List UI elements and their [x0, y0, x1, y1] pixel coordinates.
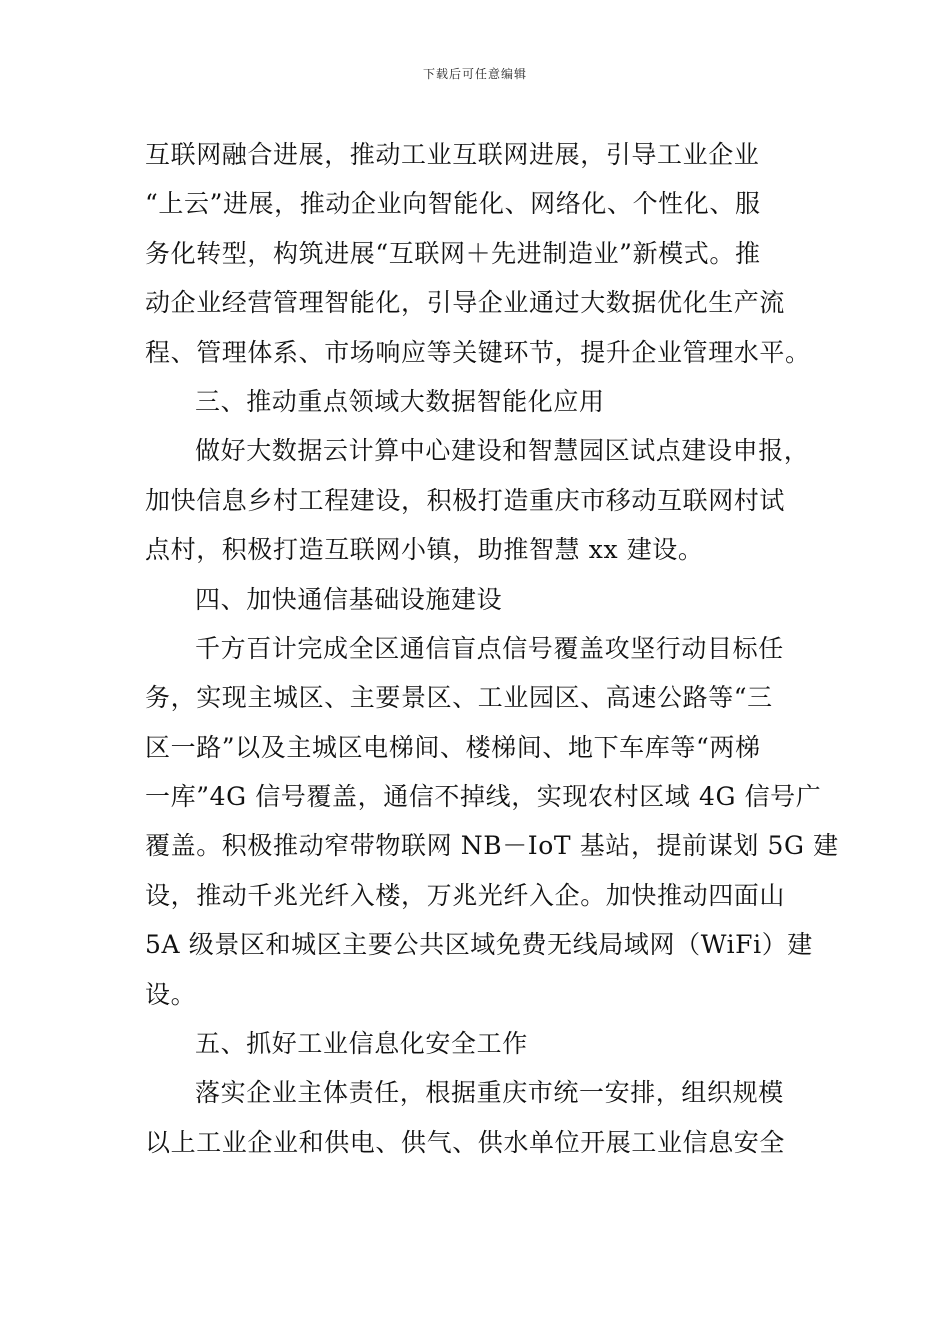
- text-line: 千方百计完成全区通信盲点信号覆盖攻坚行动目标任: [195, 633, 784, 663]
- text-line: 务，实现主城区、主要景区、工业园区、高速公路等“三: [145, 683, 773, 713]
- text-line: 5A 级景区和城区主要公共区域免费无线局域网（WiFi）建: [145, 930, 813, 960]
- text-line: 一库”4G 信号覆盖，通信不掉线，实现农村区域 4G 信号广: [145, 782, 822, 812]
- text-line: 设。: [145, 979, 197, 1009]
- text-line: 落实企业主体责任，根据重庆市统一安排，组织规模: [195, 1078, 784, 1108]
- document-body: [145, 130, 839, 1167]
- text-line: 务化转型，构筑进展“互联网＋先进制造业”新模式。推: [145, 238, 761, 268]
- text-line: 以上工业企业和供电、供气、供水单位开展工业信息安全: [145, 1127, 786, 1157]
- text-line: 点村，积极打造互联网小镇，助推智慧 xx 建设。: [145, 535, 704, 565]
- text-line: 互联网融合进展，推动工业互联网进展，引导工业企业: [145, 140, 760, 169]
- text-line: 程、管理体系、市场响应等关键环节，提升企业管理水平。: [145, 337, 811, 367]
- text-line: 动企业经营管理智能化，引导企业通过大数据优化生产流: [145, 288, 786, 318]
- section-heading: 五、抓好工业信息化安全工作: [195, 1029, 528, 1059]
- section-heading: 四、加快通信基础设施建设: [195, 584, 503, 614]
- text-line: 设，推动千兆光纤入楼，万兆光纤入企。加快推动四面山: [145, 880, 786, 910]
- page-header: 下载后可任意编辑: [422, 67, 527, 81]
- text-line: “上云”进展，推动企业向智能化、网络化、个性化、服: [145, 189, 761, 219]
- text-line: 做好大数据云计算中心建设和智慧园区试点建设申报，: [195, 436, 810, 466]
- text-line: 加快信息乡村工程建设，积极打造重庆市移动互联网村试: [145, 485, 786, 515]
- section-heading: 三、推动重点领域大数据智能化应用: [195, 386, 605, 416]
- text-line: 覆盖。积极推动窄带物联网 NB－IoT 基站，提前谋划 5G 建: [145, 831, 839, 861]
- text-line: 区一路”以及主城区电梯间、楼梯间、地下车库等“两梯: [145, 732, 761, 762]
